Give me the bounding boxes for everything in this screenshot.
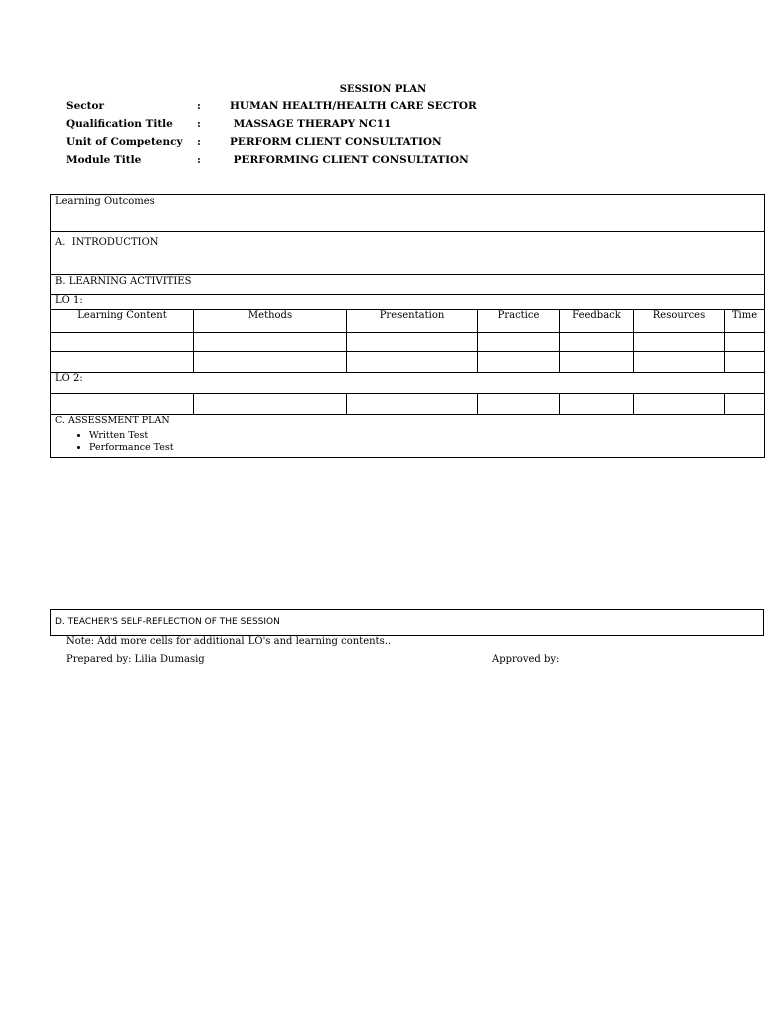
introduction-cell bbox=[51, 232, 765, 275]
list-item: • Performance Test bbox=[89, 442, 760, 454]
table-cell[interactable] bbox=[478, 333, 560, 352]
lo1-label: LO 1: bbox=[55, 295, 83, 306]
learning-activities-label: B. LEARNING ACTIVITIES bbox=[55, 276, 192, 287]
meta-row-module bbox=[66, 154, 666, 170]
learning-outcomes-label: Learning Outcomes bbox=[55, 196, 155, 207]
table-cell[interactable] bbox=[560, 333, 634, 352]
lo1-cell bbox=[51, 295, 765, 310]
meta-colon: : bbox=[197, 136, 201, 148]
meta-label: Sector bbox=[66, 100, 105, 112]
table-cell[interactable] bbox=[347, 352, 478, 373]
table-cell[interactable] bbox=[347, 394, 478, 415]
col-methods: Methods bbox=[194, 310, 347, 333]
prepared-by: Prepared by: Lilia Dumasig bbox=[66, 654, 205, 665]
col-resources: Resources bbox=[634, 310, 725, 333]
reflection-label: D. TEACHER'S SELF-REFLECTION OF THE SESSION bbox=[55, 617, 280, 627]
table-cell[interactable] bbox=[478, 394, 560, 415]
table-cell[interactable] bbox=[634, 394, 725, 415]
table-cell[interactable] bbox=[725, 394, 765, 415]
col-presentation: Presentation bbox=[347, 310, 478, 333]
meta-label: Qualification Title bbox=[66, 118, 173, 130]
learning-activities-cell bbox=[51, 275, 765, 295]
col-learning-content: Learning Content bbox=[51, 310, 194, 333]
note-text: Note: Add more cells for additional LO's and learning contents.. bbox=[66, 636, 392, 647]
meta-row-unit bbox=[66, 136, 666, 152]
table-cell[interactable] bbox=[478, 352, 560, 373]
assessment-plan-cell bbox=[51, 415, 765, 458]
table-cell[interactable] bbox=[194, 333, 347, 352]
meta-label: Unit of Competency bbox=[66, 136, 183, 148]
meta-colon: : bbox=[197, 154, 201, 166]
meta-value: HUMAN HEALTH/HEALTH CARE SECTOR bbox=[230, 100, 477, 112]
assessment-plan-label: C. ASSESSMENT PLAN bbox=[55, 415, 170, 426]
table-cell[interactable] bbox=[51, 333, 194, 352]
table-cell[interactable] bbox=[560, 352, 634, 373]
reflection-box bbox=[50, 609, 764, 636]
table-cell[interactable] bbox=[51, 394, 194, 415]
meta-value: MASSAGE THERAPY NC11 bbox=[230, 118, 392, 130]
table-cell[interactable] bbox=[194, 394, 347, 415]
session-plan-table bbox=[50, 194, 765, 458]
approved-by: Approved by: bbox=[492, 654, 560, 665]
table-cell[interactable] bbox=[725, 352, 765, 373]
meta-colon: : bbox=[197, 100, 201, 112]
meta-label: Module Title bbox=[66, 154, 142, 166]
page-title: SESSION PLAN bbox=[339, 84, 427, 95]
column-header-row bbox=[51, 310, 765, 333]
col-time: Time bbox=[725, 310, 765, 333]
table-cell[interactable] bbox=[634, 352, 725, 373]
table-cell[interactable] bbox=[560, 394, 634, 415]
table-cell[interactable] bbox=[634, 333, 725, 352]
meta-value: PERFORM CLIENT CONSULTATION bbox=[230, 136, 442, 148]
meta-value: PERFORMING CLIENT CONSULTATION bbox=[230, 154, 469, 166]
col-practice: Practice bbox=[478, 310, 560, 333]
table-cell[interactable] bbox=[194, 352, 347, 373]
lo2-cell bbox=[51, 373, 765, 394]
learning-outcomes-cell bbox=[51, 195, 765, 232]
table-cell[interactable] bbox=[51, 352, 194, 373]
introduction-label: A. INTRODUCTION bbox=[55, 237, 159, 248]
col-feedback: Feedback bbox=[560, 310, 634, 333]
meta-row-sector bbox=[66, 100, 666, 116]
list-item: • Written Test bbox=[89, 430, 760, 442]
lo2-label: LO 2: bbox=[55, 373, 83, 384]
assessment-list bbox=[55, 430, 760, 454]
table-cell[interactable] bbox=[725, 333, 765, 352]
table-row bbox=[51, 394, 765, 415]
meta-colon: : bbox=[197, 118, 201, 130]
meta-row-qualification bbox=[66, 118, 666, 134]
table-cell[interactable] bbox=[347, 333, 478, 352]
table-row bbox=[51, 333, 765, 352]
table-row bbox=[51, 352, 765, 373]
